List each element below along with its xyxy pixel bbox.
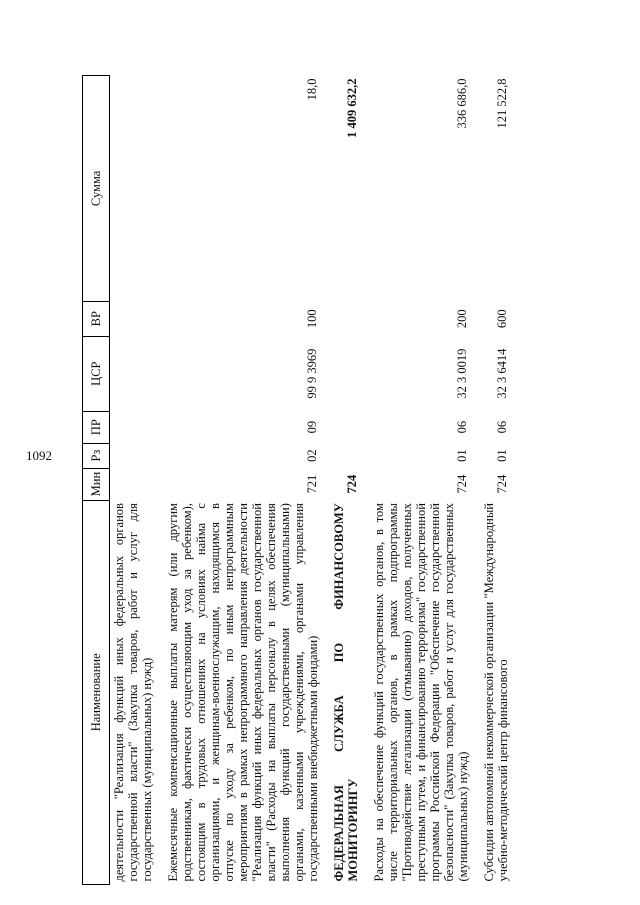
cell-csr [110,336,157,411]
cell-rz: 01 [455,449,469,462]
header-pr: ПР [83,411,110,443]
cell-min: 721 [305,474,319,494]
header-rz: Рз [83,443,110,468]
budget-table [82,75,512,885]
cell-csr: 32 3 6414 [495,348,509,399]
cell-min: 724 [455,474,469,494]
header-min: Мин [83,468,110,500]
page-number: 1092 [26,448,52,463]
cell-name: деятельности "Реализация функций иных федеральных органов государственной власти" (Закупка товаров, работ и услуг для государственных (муниципальных) нужд) [112,503,154,882]
table-row [156,76,322,885]
cell-name: ФЕДЕРАЛЬНАЯ СЛУЖБА ПО ФИНАНСОВОМУ МОНИТОРИНГУ [332,503,360,882]
cell-sum [110,76,157,302]
cell-name: Субсидии автономной некоммерческой организации "Международный учебно-методический центр финансового [482,503,510,882]
cell-csr: 99 9 3969 [305,348,319,399]
cell-pr: 06 [455,420,469,434]
cell-min [110,468,157,500]
cell-vr [110,301,157,336]
table-row [110,76,157,885]
cell-rz: 02 [305,449,319,462]
cell-sum: 18,0 [305,78,319,101]
header-vr: ВР [83,301,110,336]
cell-rz [110,443,157,468]
table-row [472,76,512,885]
cell-name: Ежемесячные компенсационные выплаты матерям (или другим родственникам, фактически осуществляющим уход за ребенком), состоящим в трудовых отношениях на условиях найма с организациями, и женщинам-военнослужащим, находящимся в отпуске по уходу за ребенком, по иным непрограммным мероприятиям в рамках непрограммного направления деятельности "Реализация функций иных федеральных органов государственной власти" (Расходы на выплаты персоналу в целях обеспечения выполнения функций государственными (муниципальными) органами, казенными учреждениями, органами управления государственными внебюджетными фондами) [166,503,320,882]
header-csr: ЦСР [83,336,110,411]
cell-rz [322,443,362,468]
table-header-row [83,76,110,885]
header-name: Наименование [83,500,110,884]
cell-csr [322,336,362,411]
cell-pr: 06 [495,420,509,434]
cell-min: 724 [495,474,509,494]
table-row [362,76,472,885]
cell-csr: 32 3 0019 [455,348,469,399]
cell-pr [110,411,157,443]
cell-vr: 200 [455,309,469,329]
table-row [322,76,362,885]
cell-sum: 121 522,8 [495,78,509,129]
cell-pr [322,411,362,443]
cell-pr: 09 [305,420,319,434]
cell-vr [322,301,362,336]
cell-vr: 100 [305,309,319,329]
cell-sum: 336 686,0 [455,78,469,129]
cell-rz: 01 [495,449,509,462]
cell-sum: 1 409 632,2 [345,78,359,138]
cell-name: Расходы на обеспечение функций государственных органов, в том числе территориальных органов, в рамках подпрограммы "Противодействие легализации (отмыванию) доходов, полученных преступным путем, и финансированию терроризма" государственной программы Российской Федерации "Обеспечение государственной безопасности" (Закупка товаров, работ и услуг для государственных (муниципальных) нужд) [372,503,470,882]
rotated-page [82,75,587,885]
cell-min: 724 [345,474,359,494]
header-sum: Сумма [83,76,110,302]
cell-vr: 600 [495,309,509,329]
